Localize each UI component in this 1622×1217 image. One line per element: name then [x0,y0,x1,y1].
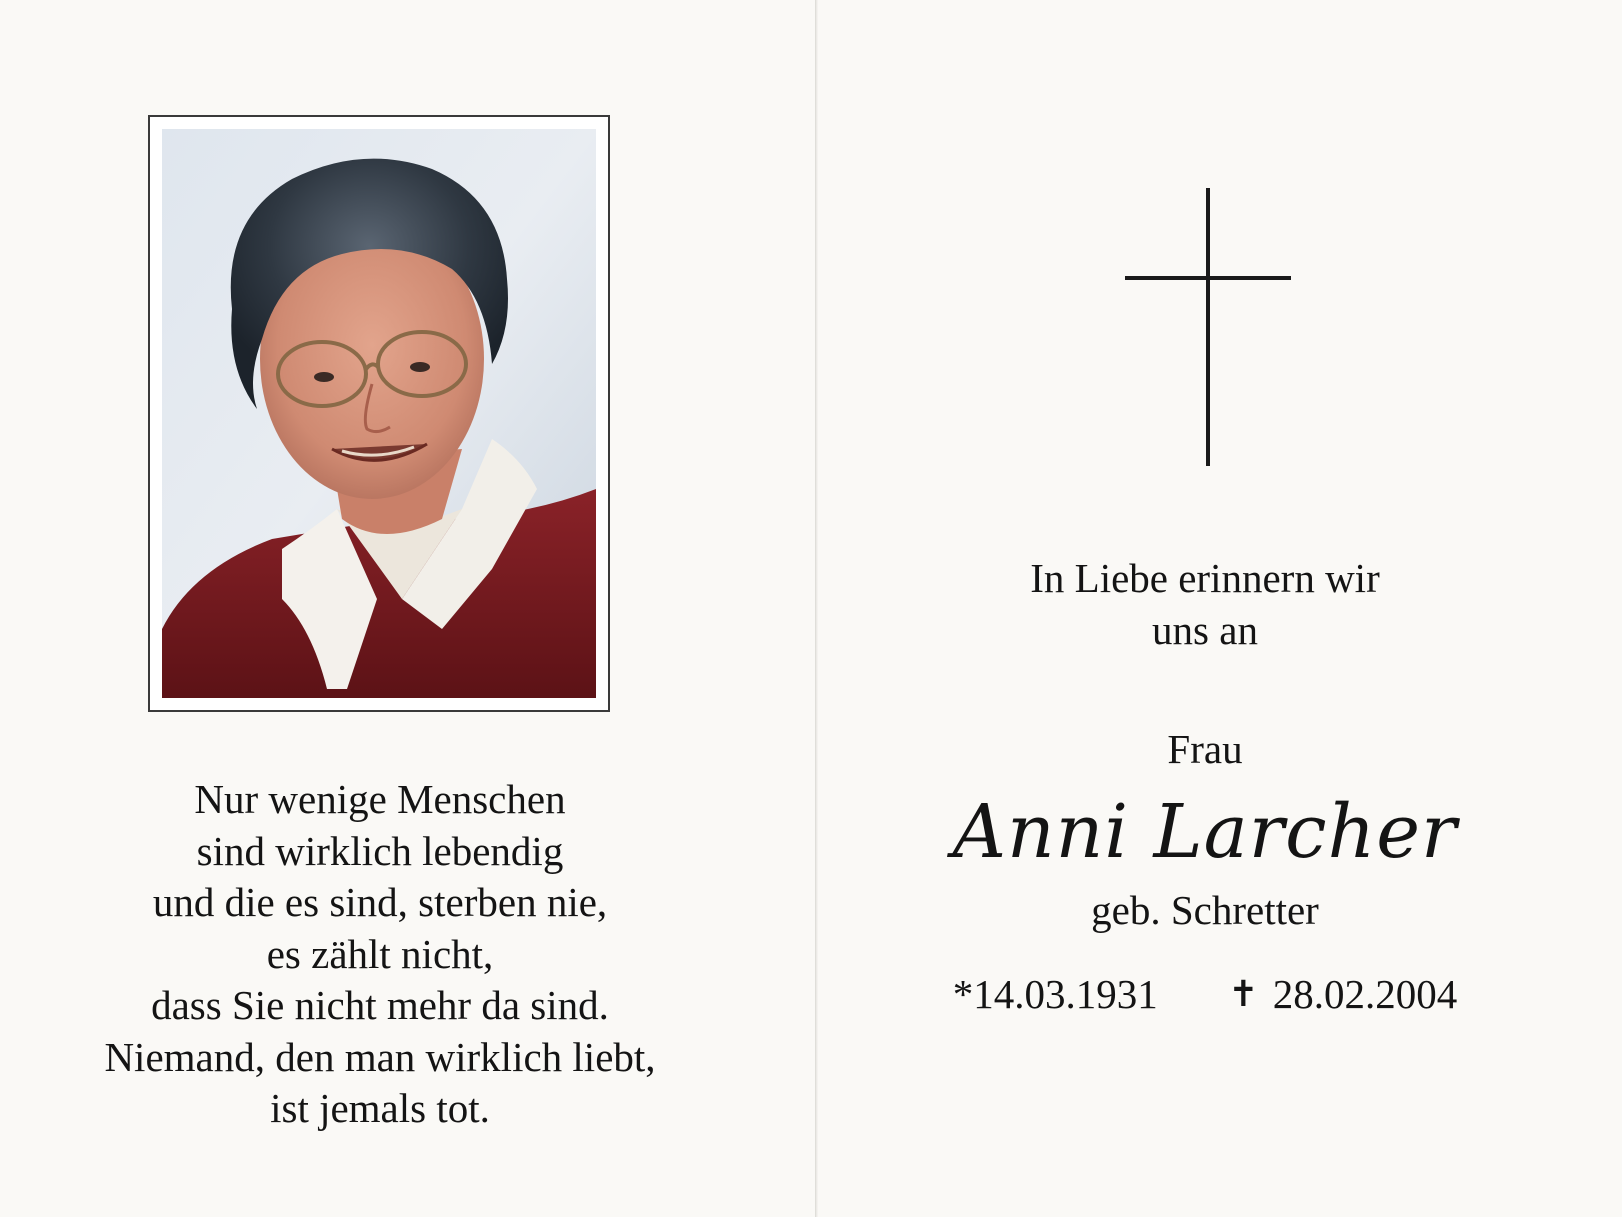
poem-line: dass Sie nicht mehr da sind. [151,982,609,1028]
card-fold [815,0,818,1217]
poem-line: Nur wenige Menschen [194,776,566,822]
poem-line: ist jemals tot. [270,1085,490,1131]
maiden-name: geb. Schretter [1091,887,1319,933]
photo-frame [148,115,610,712]
cross-icon [1125,188,1291,466]
poem-line: und die es sind, sterben nie, [152,879,608,925]
poem-line: sind wirklich lebendig [196,827,564,874]
deceased-name: Anni Larcher [952,789,1458,875]
death-date: 28.02.2004 [1272,971,1458,1017]
intro-line: uns an [1152,607,1258,653]
intro-line: In Liebe erinnern wir [1030,555,1380,601]
portrait-photo [162,129,596,698]
poem-line: es zählt nicht, [266,930,494,977]
birth-date: *14.03.1931 [952,971,1158,1017]
cross-vertical-bar [1206,188,1210,466]
death-cross-icon: ✝ [1228,974,1259,1014]
life-dates [870,968,1540,1020]
salutation: Frau [1167,726,1243,772]
poem [30,774,730,1135]
cross-horizontal-bar [1125,276,1291,280]
memorial-intro [870,552,1540,656]
poem-line: Niemand, den man wirklich liebt, [104,1033,656,1080]
